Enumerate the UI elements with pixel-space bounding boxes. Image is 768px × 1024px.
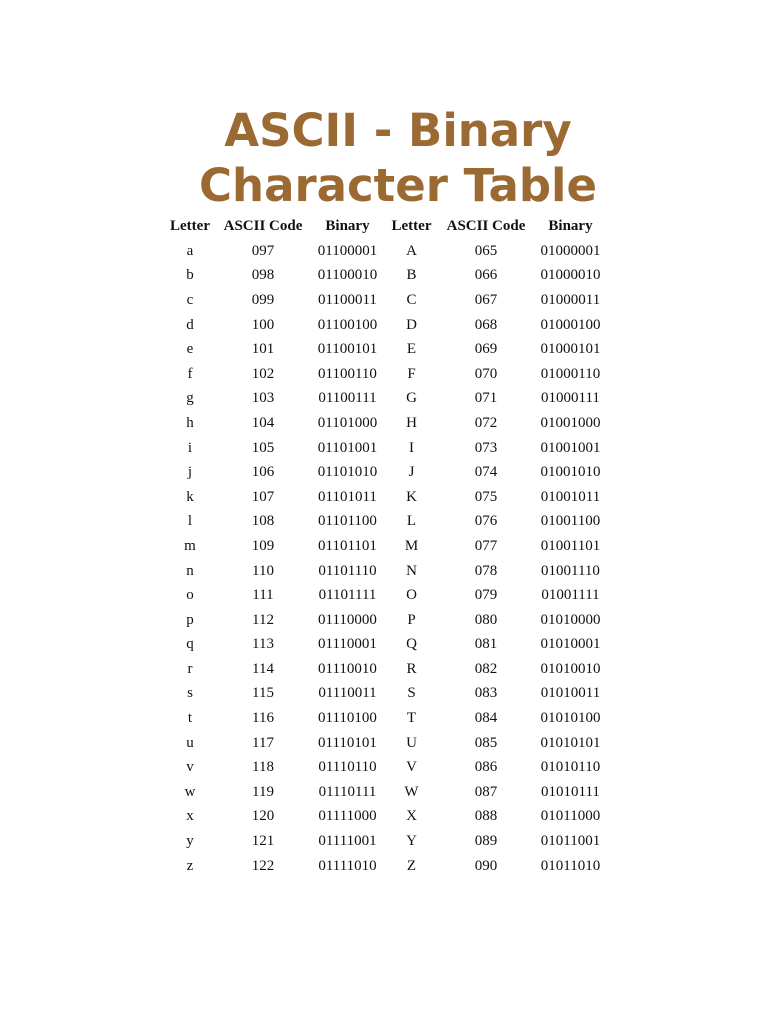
title-line-1: ASCII - Binary — [224, 104, 572, 157]
table-row — [165, 288, 608, 313]
cell-binary-upper: 01001001 — [540, 439, 601, 456]
cell-binary-lower: 01111000 — [318, 808, 377, 825]
cell-letter-lower: s — [187, 685, 193, 702]
cell-ascii-code-lower: 101 — [251, 341, 275, 358]
cell-letter-upper: V — [406, 759, 417, 776]
table-row — [165, 313, 608, 338]
header-letter-lower: Letter — [170, 218, 210, 234]
cell-ascii-code-lower: 108 — [251, 513, 275, 530]
cell-ascii-code-upper: 076 — [474, 513, 498, 530]
table-row — [165, 534, 608, 559]
cell-binary-lower: 01101010 — [317, 464, 378, 481]
cell-ascii-code-lower: 102 — [251, 365, 275, 382]
cell-binary-upper: 01010010 — [540, 660, 601, 677]
cell-binary-upper: 01001100 — [540, 513, 601, 530]
cell-ascii-code-lower: 116 — [252, 710, 274, 727]
cell-binary-upper: 01010101 — [540, 734, 601, 751]
cell-binary-upper: 01000101 — [540, 341, 601, 358]
cell-letter-upper: I — [409, 439, 414, 456]
table-row — [165, 731, 608, 756]
cell-letter-lower: y — [186, 833, 194, 850]
table-row — [165, 682, 608, 707]
cell-letter-lower: n — [186, 562, 194, 579]
cell-ascii-code-upper: 077 — [474, 537, 498, 554]
cell-binary-lower: 01110010 — [318, 660, 377, 677]
cell-ascii-code-lower: 098 — [251, 267, 275, 284]
cell-ascii-code-lower: 100 — [251, 316, 275, 333]
cell-letter-upper: O — [406, 587, 417, 604]
cell-letter-lower: q — [186, 636, 194, 653]
cell-ascii-code-lower: 118 — [252, 759, 274, 776]
cell-binary-upper: 01000111 — [541, 390, 600, 407]
cell-letter-upper: A — [406, 242, 417, 259]
cell-ascii-code-lower: 117 — [252, 734, 274, 751]
table-body — [165, 239, 608, 878]
cell-ascii-code-lower: 107 — [251, 488, 275, 505]
cell-letter-lower: b — [186, 267, 194, 284]
table-row — [165, 706, 608, 731]
table-row — [165, 460, 608, 485]
cell-binary-upper: 01011010 — [540, 857, 601, 874]
cell-letter-lower: l — [187, 513, 193, 530]
cell-letter-lower: j — [187, 464, 193, 481]
cell-binary-upper: 01011001 — [540, 833, 601, 850]
header-binary-upper: Binary — [548, 218, 593, 234]
cell-letter-upper: N — [406, 562, 417, 579]
cell-ascii-code-lower: 122 — [251, 857, 275, 874]
table-header-row — [165, 214, 608, 239]
cell-binary-upper: 01010100 — [540, 710, 601, 727]
table-row — [165, 559, 608, 584]
cell-letter-lower: v — [186, 759, 194, 776]
cell-binary-lower: 01100011 — [318, 291, 377, 308]
cell-ascii-code-upper: 075 — [474, 488, 498, 505]
cell-letter-upper: Q — [406, 636, 417, 653]
cell-ascii-code-lower: 121 — [251, 833, 275, 850]
cell-ascii-code-upper: 084 — [474, 710, 498, 727]
cell-binary-upper: 01001110 — [541, 562, 600, 579]
table-row — [165, 608, 608, 633]
cell-letter-lower: c — [186, 291, 194, 308]
cell-letter-upper: Y — [406, 833, 417, 850]
cell-letter-upper: D — [406, 316, 417, 333]
cell-ascii-code-lower: 104 — [251, 414, 275, 431]
cell-letter-lower: t — [187, 710, 193, 727]
cell-binary-lower: 01101100 — [318, 513, 377, 530]
cell-binary-upper: 01001111 — [541, 587, 600, 604]
cell-ascii-code-lower: 110 — [252, 562, 274, 579]
header-ascii-code-upper: ASCII Code — [446, 218, 526, 234]
cell-binary-upper: 01010000 — [540, 611, 601, 628]
cell-letter-lower: f — [187, 365, 193, 382]
table-row — [165, 362, 608, 387]
cell-letter-lower: h — [186, 414, 194, 431]
cell-ascii-code-lower: 099 — [251, 291, 275, 308]
header-ascii-code-lower: ASCII Code — [223, 218, 303, 234]
cell-binary-lower: 01110001 — [318, 636, 377, 653]
cell-letter-upper: W — [404, 783, 419, 800]
cell-ascii-code-upper: 080 — [474, 611, 498, 628]
cell-letter-lower: o — [186, 587, 194, 604]
cell-binary-lower: 01110111 — [318, 783, 377, 800]
cell-binary-lower: 01111001 — [318, 833, 377, 850]
cell-ascii-code-upper: 087 — [474, 783, 498, 800]
cell-letter-lower: p — [186, 611, 194, 628]
cell-ascii-code-upper: 073 — [474, 439, 498, 456]
cell-binary-lower: 01101001 — [317, 439, 378, 456]
cell-ascii-code-upper: 088 — [474, 808, 498, 825]
cell-letter-lower: m — [184, 537, 196, 554]
cell-ascii-code-upper: 085 — [474, 734, 498, 751]
cell-ascii-code-lower: 105 — [251, 439, 275, 456]
cell-letter-upper: B — [406, 267, 417, 284]
cell-binary-lower: 01101111 — [318, 587, 377, 604]
cell-letter-upper: L — [406, 513, 417, 530]
cell-binary-lower: 01100010 — [317, 267, 378, 284]
cell-ascii-code-upper: 089 — [474, 833, 498, 850]
cell-binary-lower: 01100110 — [318, 365, 377, 382]
table-row — [165, 805, 608, 830]
cell-letter-lower: x — [186, 808, 194, 825]
table-row — [165, 780, 608, 805]
table-row — [165, 411, 608, 436]
table-row — [165, 387, 608, 412]
header-binary-lower: Binary — [325, 218, 370, 234]
cell-letter-upper: S — [407, 685, 416, 702]
table-row — [165, 657, 608, 682]
table-row — [165, 485, 608, 510]
cell-letter-lower: z — [186, 857, 194, 874]
cell-binary-upper: 01010001 — [540, 636, 601, 653]
cell-letter-upper: T — [406, 710, 417, 727]
cell-ascii-code-upper: 071 — [474, 390, 498, 407]
ascii-binary-table — [165, 214, 608, 878]
cell-binary-upper: 01001101 — [540, 537, 601, 554]
cell-letter-upper: C — [406, 291, 417, 308]
cell-letter-upper: M — [404, 537, 419, 554]
table-row — [165, 239, 608, 264]
cell-ascii-code-upper: 067 — [474, 291, 498, 308]
cell-ascii-code-upper: 072 — [474, 414, 498, 431]
cell-ascii-code-upper: 083 — [474, 685, 498, 702]
header-letter-upper: Letter — [391, 218, 432, 234]
table-row — [165, 633, 608, 658]
cell-letter-lower: i — [187, 439, 193, 456]
cell-letter-upper: J — [408, 464, 415, 481]
cell-letter-upper: H — [406, 414, 417, 431]
cell-binary-lower: 01100100 — [317, 316, 378, 333]
cell-ascii-code-upper: 065 — [474, 242, 498, 259]
cell-binary-upper: 01010111 — [541, 783, 600, 800]
cell-letter-upper: E — [406, 341, 417, 358]
cell-ascii-code-upper: 082 — [474, 660, 498, 677]
cell-binary-upper: 01001000 — [540, 414, 601, 431]
cell-binary-upper: 01001011 — [540, 488, 601, 505]
cell-ascii-code-upper: 086 — [474, 759, 498, 776]
table-row — [165, 854, 608, 879]
table-row — [165, 264, 608, 289]
cell-binary-lower: 01101101 — [318, 537, 377, 554]
cell-binary-lower: 01110011 — [318, 685, 377, 702]
cell-ascii-code-upper: 090 — [474, 857, 498, 874]
cell-letter-lower: r — [187, 660, 193, 677]
cell-binary-lower: 01111010 — [318, 857, 377, 874]
cell-ascii-code-upper: 078 — [474, 562, 498, 579]
table-row — [165, 755, 608, 780]
table-row — [165, 829, 608, 854]
cell-letter-upper: R — [406, 660, 417, 677]
cell-letter-lower: a — [186, 242, 194, 259]
cell-ascii-code-lower: 097 — [251, 242, 275, 259]
cell-ascii-code-upper: 074 — [474, 464, 498, 481]
cell-letter-upper: K — [406, 488, 417, 505]
cell-ascii-code-upper: 066 — [474, 267, 498, 284]
cell-letter-lower: e — [186, 341, 194, 358]
cell-letter-lower: u — [186, 734, 194, 751]
cell-binary-lower: 01100101 — [317, 341, 378, 358]
cell-binary-lower: 01101011 — [318, 488, 377, 505]
cell-ascii-code-upper: 069 — [474, 341, 498, 358]
cell-binary-lower: 01101000 — [317, 414, 378, 431]
page-title — [0, 103, 768, 213]
cell-letter-lower: w — [184, 783, 196, 800]
cell-binary-upper: 01000001 — [540, 242, 601, 259]
cell-ascii-code-lower: 115 — [252, 685, 274, 702]
cell-ascii-code-lower: 114 — [252, 660, 274, 677]
cell-ascii-code-lower: 103 — [251, 390, 275, 407]
cell-ascii-code-lower: 119 — [252, 783, 274, 800]
cell-binary-upper: 01000100 — [540, 316, 601, 333]
cell-ascii-code-lower: 109 — [251, 537, 275, 554]
cell-binary-lower: 01110101 — [318, 734, 377, 751]
cell-binary-upper: 01010110 — [540, 759, 601, 776]
cell-letter-lower: k — [186, 488, 194, 505]
cell-letter-upper: U — [406, 734, 417, 751]
cell-ascii-code-lower: 111 — [252, 587, 274, 604]
table-row — [165, 510, 608, 535]
cell-binary-lower: 01110100 — [318, 710, 377, 727]
cell-binary-upper: 01000110 — [540, 365, 601, 382]
cell-binary-upper: 01010011 — [540, 685, 601, 702]
cell-binary-upper: 01001010 — [540, 464, 601, 481]
cell-ascii-code-upper: 070 — [474, 365, 498, 382]
cell-ascii-code-upper: 068 — [474, 316, 498, 333]
cell-binary-lower: 01100001 — [317, 242, 378, 259]
cell-ascii-code-lower: 113 — [252, 636, 274, 653]
cell-letter-upper: F — [407, 365, 416, 382]
cell-letter-upper: G — [406, 390, 417, 407]
cell-letter-upper: P — [407, 611, 416, 628]
table-row — [165, 583, 608, 608]
cell-ascii-code-upper: 081 — [474, 636, 498, 653]
table-row — [165, 337, 608, 362]
cell-binary-lower: 01100111 — [318, 390, 377, 407]
cell-binary-upper: 01000011 — [540, 291, 601, 308]
cell-binary-upper: 01000010 — [540, 267, 601, 284]
table-row — [165, 436, 608, 461]
cell-ascii-code-lower: 112 — [252, 611, 274, 628]
cell-ascii-code-lower: 106 — [251, 464, 275, 481]
cell-letter-upper: X — [406, 808, 417, 825]
cell-binary-lower: 01110110 — [318, 759, 377, 776]
cell-binary-lower: 01110000 — [318, 611, 377, 628]
cell-ascii-code-lower: 120 — [251, 808, 275, 825]
cell-binary-upper: 01011000 — [540, 808, 601, 825]
cell-ascii-code-upper: 079 — [474, 587, 498, 604]
cell-binary-lower: 01101110 — [318, 562, 377, 579]
cell-letter-lower: g — [186, 390, 194, 407]
cell-letter-lower: d — [186, 316, 194, 333]
title-line-2: Character Table — [199, 159, 597, 212]
cell-letter-upper: Z — [406, 857, 417, 874]
